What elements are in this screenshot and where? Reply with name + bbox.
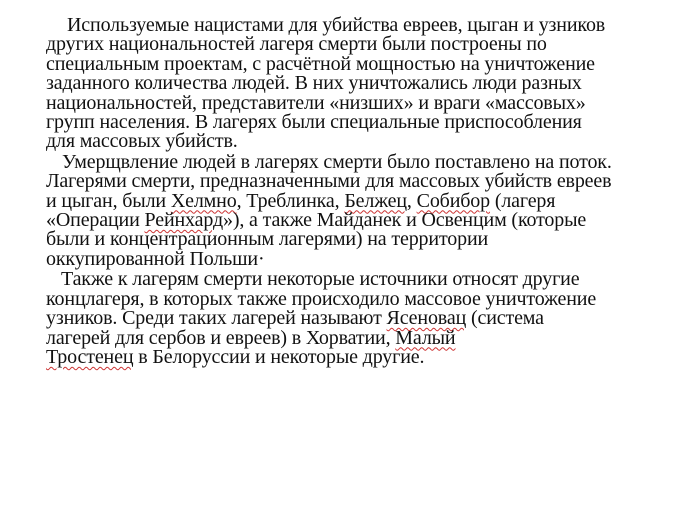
text-run: Также к лагерям смерти некоторые источники относят другие [61, 268, 580, 291]
text-run: были и концентрационным лагерями) на территории [46, 228, 489, 251]
text-run: национальностей, представители «низших» и враги «массовых» [46, 91, 586, 114]
spellcheck-flagged-word: Собибор [416, 189, 490, 212]
text-run: оккупированной Польши· [46, 247, 265, 270]
text-run: Лагерями смерти, предназначенными для массовых убийств евреев [46, 170, 612, 193]
text-run: заданного количества людей. В них уничтожались люди разных [46, 72, 582, 95]
document-body [46, 16, 676, 367]
text-run: »), а также Майданек и Освенцим (которые [222, 209, 587, 232]
text-run: (система [466, 307, 544, 330]
text-run: специальным проектам, с расчётной мощностью на уничтожение [46, 52, 595, 75]
text-run: , Треблинка, [236, 189, 345, 212]
paragraph-1 [46, 16, 676, 152]
paragraph-3 [46, 270, 676, 367]
text-run: «Операции [46, 209, 145, 232]
text-run: и цыган, были [46, 189, 171, 212]
spellcheck-flagged-word: Ясеновац [386, 307, 467, 330]
text-run: лагерей для сербов и евреев) в Хорватии, [46, 326, 396, 349]
text-line [46, 345, 676, 368]
text-line [46, 132, 676, 151]
spellcheck-flagged-word: Малый [395, 326, 456, 349]
text-run: других национальностей лагеря смерти были построены по [46, 33, 547, 56]
text-run: концлагеря, в которых также происходило массовое уничтожение [46, 287, 597, 310]
spellcheck-flagged-word: Хелмно [170, 189, 237, 212]
text-run: Используемые нацистами для убийства евреев, цыган и узников [67, 14, 606, 36]
text-run: Умерщвление людей в лагерях смерти было поставлено на поток. [62, 150, 612, 173]
spellcheck-flagged-word: Тростенец [46, 345, 134, 368]
text-run: групп населения. В лагерях были специальные приспособления [46, 111, 582, 134]
text-run: для массовых убийств. [46, 130, 238, 153]
text-run: (лагеря [489, 189, 556, 212]
text-run: узников. Среди таких лагерей называют [46, 307, 387, 330]
text-run: в Белоруссии и некоторые другие. [133, 345, 425, 368]
paragraph-2 [46, 150, 676, 270]
text-line [46, 247, 676, 270]
text-run: , [406, 189, 417, 212]
spellcheck-flagged-word: Рейнхард [144, 209, 223, 232]
spellcheck-flagged-word: Белжец [344, 189, 407, 212]
